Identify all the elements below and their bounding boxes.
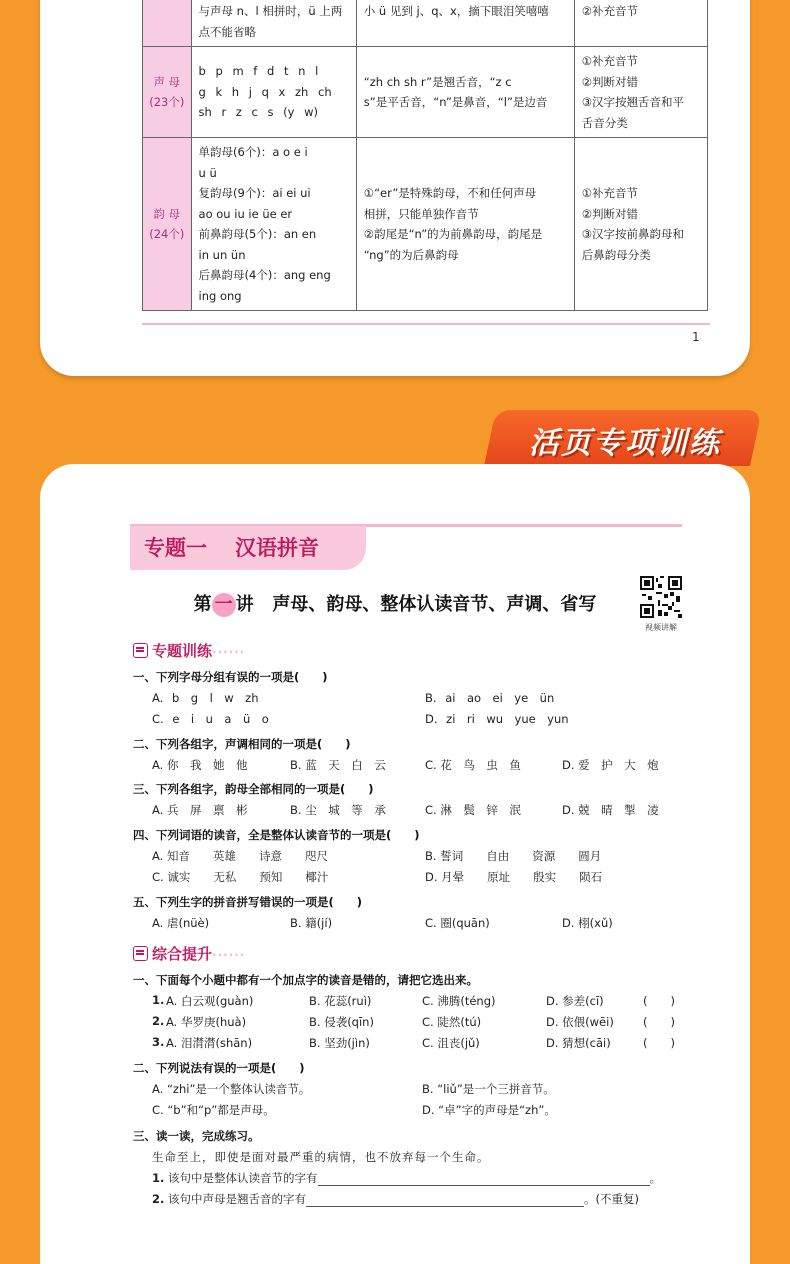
option[interactable]: A. 泪潸潸(shān) xyxy=(166,1036,253,1050)
question-stem: 二、下列说法有误的一项是( ) xyxy=(133,1061,305,1075)
option[interactable]: A. 你 我 她 他 xyxy=(152,758,248,772)
question-stem: 一、下列字母分组有误的一项是( ) xyxy=(133,670,328,684)
banner-title: 活页专项训练 xyxy=(529,426,721,461)
option[interactable]: B. 侵袭(qīn) xyxy=(309,1015,374,1029)
fill-in-item: 1. 该句中是整体认读音节的字有 。 xyxy=(152,1171,662,1185)
task-line: ①补充音节 xyxy=(581,54,639,68)
option[interactable]: D. 参差(cī) xyxy=(546,994,604,1008)
task-line: 舌音分类 xyxy=(581,115,628,130)
answer-parentheses[interactable]: ( ) xyxy=(643,994,675,1008)
option[interactable]: A. 虐(nüè) xyxy=(152,916,210,930)
question-stem: 一、下面每个小题中都有一个加点字的读音是错的，请把它选出来。 xyxy=(133,973,478,987)
table-cell: 小 ü 见到 j、q、x，摘下眼泪笑嘻嘻 xyxy=(356,0,574,47)
fill-in-item: 2. 该句中声母是翘舌音的字有 。(不重复) xyxy=(152,1192,640,1206)
option[interactable]: D. zi ri wu yue yun xyxy=(425,712,569,726)
table-cell: 与声母 n、l 相拼时，ü 上两点不能省略 xyxy=(191,0,356,47)
answer-parentheses[interactable]: ( ) xyxy=(643,1036,675,1050)
option[interactable]: A. 兵 屏 禀 彬 xyxy=(152,803,248,817)
option[interactable]: D. 月晕 原址 殷实 陨石 xyxy=(425,870,603,884)
option[interactable]: B. “liǔ”是一个三拼音节。 xyxy=(422,1082,555,1096)
task-line: ②判断对错 xyxy=(581,206,639,221)
note-line: 相拼，只能单独作音节 xyxy=(363,206,479,221)
task-line: ③汉字按前鼻韵母和 xyxy=(581,227,685,241)
question-stem: 三、下列各组字，韵母全部相同的一项是( ) xyxy=(133,782,374,796)
page-number: 1 xyxy=(692,330,700,344)
option[interactable]: C. 圈(quān) xyxy=(425,916,490,930)
question-stem: 三、读一读，完成练习。 xyxy=(133,1129,260,1143)
letters-line: ing ong xyxy=(198,288,242,303)
note-line: ②韵尾是“n”的为前鼻韵母，韵尾是 xyxy=(363,227,543,241)
table-row-finals xyxy=(143,138,708,311)
option[interactable]: B. 蓝 天 白 云 xyxy=(290,758,386,772)
option[interactable]: C. 花 鸟 虫 鱼 xyxy=(425,758,521,772)
option[interactable]: B. 坚劲(jìn) xyxy=(309,1036,370,1050)
option[interactable]: B. ai ao ei ye ün xyxy=(425,691,555,705)
note-line: ①“er”是特殊韵母，不和任何声母 xyxy=(363,186,537,200)
category-count: (24个) xyxy=(149,227,185,241)
lesson-title-text: 声母、韵母、整体认读音节、声调、省写 xyxy=(272,594,597,615)
option[interactable]: B. 尘 城 等 承 xyxy=(290,803,386,817)
option[interactable]: D. 兢 晴 掣 凌 xyxy=(562,803,659,817)
letters-line: 单韵母(6个)：a o e i xyxy=(198,145,308,159)
option[interactable]: B. 花蕊(ruì) xyxy=(309,994,372,1008)
option[interactable]: D. 栩(xǔ) xyxy=(562,916,613,930)
letters-line: ao ou iu ie üe er xyxy=(198,206,293,221)
option[interactable]: B. 籍(jí) xyxy=(290,916,333,930)
option[interactable]: D. 爱 护 大 炮 xyxy=(562,758,659,772)
option[interactable]: A. 白云观(guàn) xyxy=(166,994,254,1008)
letters-line: sh r z c s (y w) xyxy=(198,105,319,120)
letters-line: b p m f d t n l xyxy=(198,64,319,79)
question-stem: 五、下列生字的拼音拼写错误的一项是( ) xyxy=(133,895,363,909)
answer-parentheses[interactable]: ( ) xyxy=(643,1015,675,1029)
topic-part2: 汉语拼音 xyxy=(235,536,319,560)
letters-line: u ü xyxy=(198,165,217,180)
notebook-icon xyxy=(133,643,148,658)
letters-line: g k h j q x zh ch xyxy=(198,84,332,99)
topic-heading xyxy=(130,526,366,570)
task-line: ②判断对错 xyxy=(581,74,639,89)
category-count: (23个) xyxy=(149,95,185,109)
phonetics-table xyxy=(142,0,708,311)
option[interactable]: B. 誓词 自由 资源 圆月 xyxy=(425,849,602,863)
option[interactable]: D. 依偎(wēi) xyxy=(546,1015,614,1029)
option[interactable]: C. 淋 鬓 锌 泯 xyxy=(425,803,521,817)
qr-code-icon[interactable] xyxy=(640,576,682,618)
note-line: “zh ch sh r”是翘舌音，“z c xyxy=(363,74,512,89)
option[interactable]: C. “b”和“p”都是声母。 xyxy=(152,1103,275,1117)
task-line: ①补充音节 xyxy=(581,186,639,200)
option[interactable]: C. 陡然(tú) xyxy=(422,1015,482,1029)
option[interactable]: A. 知音 英雄 诗意 咫尺 xyxy=(152,849,328,863)
letters-line: 后鼻韵母(4个)：ang eng xyxy=(198,268,331,282)
option[interactable]: A. b g l w zh xyxy=(152,691,259,705)
note-line: s”是平舌音，“n”是鼻音，“l”是边音 xyxy=(363,95,548,109)
topic-part1: 专题一 xyxy=(144,536,207,560)
qr-label: 视频讲解 xyxy=(645,623,677,632)
option[interactable]: D. “卓”字的声母是“zh”。 xyxy=(422,1103,556,1117)
option[interactable]: C. e i u a ü o xyxy=(152,712,269,726)
footer-divider xyxy=(142,323,710,325)
option[interactable]: C. 诚实 无私 预知 椰汁 xyxy=(152,870,329,884)
option[interactable]: A. 华罗庚(huà) xyxy=(166,1015,247,1029)
letters-line: in un ün xyxy=(198,247,246,262)
option[interactable]: C. 沸腾(téng) xyxy=(422,994,496,1008)
table-row xyxy=(143,0,708,47)
pencil-note-icon xyxy=(133,946,148,961)
question-stem: 二、下列各组字，声调相同的一项是( ) xyxy=(133,737,351,751)
answer-blank[interactable] xyxy=(306,1192,584,1207)
reading-passage: 生命至上，即使是面对最严重的病情，也不放弃每一个生命。 xyxy=(152,1150,490,1164)
option[interactable]: A. “zhi”是一个整体认读音节。 xyxy=(152,1082,311,1096)
option[interactable]: C. 沮丧(jǔ) xyxy=(422,1036,480,1050)
category-label: 声 母 xyxy=(153,74,181,89)
lesson-number-badge: 一 xyxy=(212,593,236,617)
category-label: 韵 母 xyxy=(153,206,181,221)
table-row-initials xyxy=(143,47,708,138)
task-line: 后鼻韵母分类 xyxy=(581,247,651,262)
answer-blank[interactable] xyxy=(318,1171,650,1186)
section-heading-advanced: 综合提升······ xyxy=(133,943,245,964)
lesson-title: 第 一 讲 声母、韵母、整体认读音节、声调、省写 xyxy=(193,594,597,615)
section-heading-practice: 专题训练······ xyxy=(133,640,245,661)
question-stem: 四、下列词语的读音，全是整体认读音节的一项是( ) xyxy=(133,828,420,842)
letters-line: 前鼻韵母(5个)：an en xyxy=(198,227,317,241)
letters-line: 复韵母(9个)：ai ei ui xyxy=(198,186,311,200)
option[interactable]: D. 猜想(cāi) xyxy=(546,1036,611,1050)
task-line: ③汉字按翘舌音和平 xyxy=(581,95,685,109)
table-cell: ②补充音节 xyxy=(574,0,707,47)
note-line: “ng”的为后鼻韵母 xyxy=(363,247,459,262)
